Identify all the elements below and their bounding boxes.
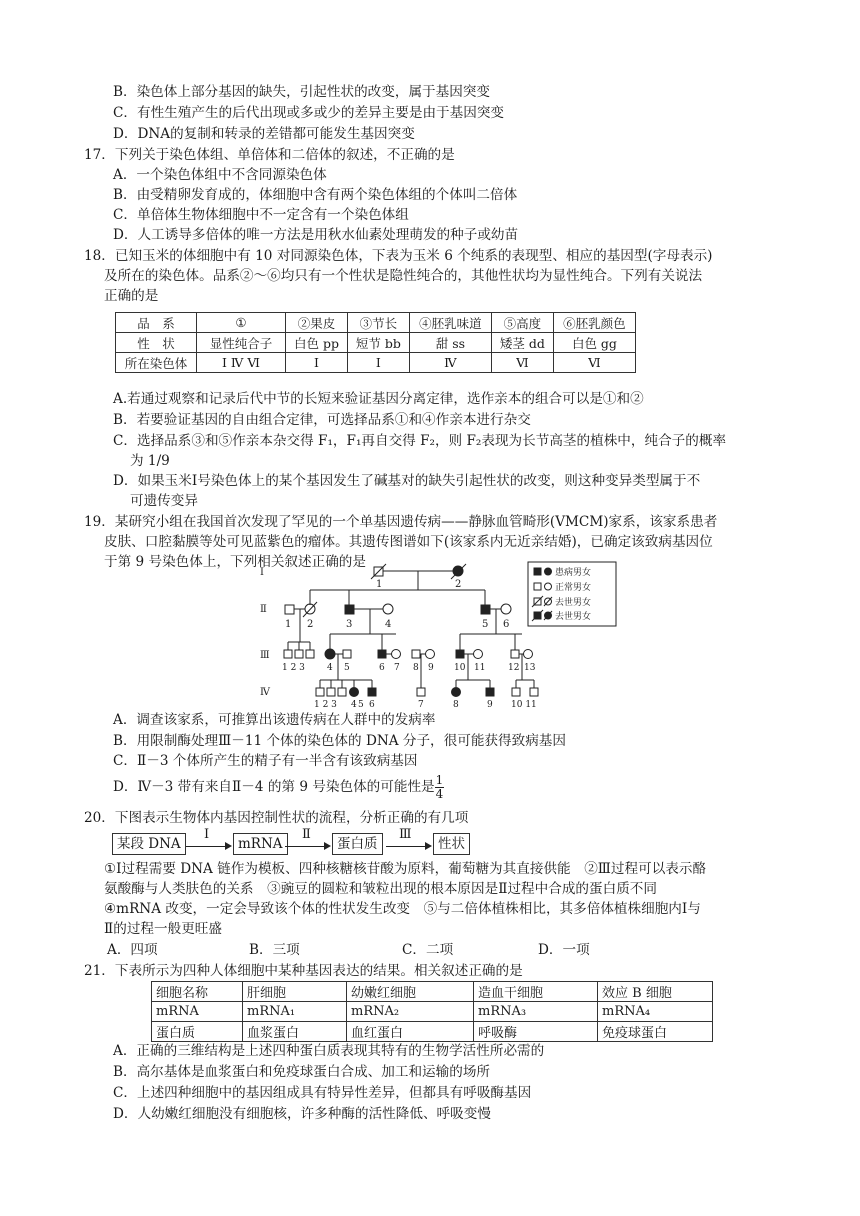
table-cell: 蛋白质 <box>152 1022 243 1042</box>
individual-number: 8 <box>453 700 459 710</box>
individual-number: 13 <box>524 663 536 673</box>
table-row <box>116 353 636 373</box>
affected-female <box>452 688 461 697</box>
table-row <box>116 333 636 353</box>
legend-label: 正常男女 <box>555 583 592 593</box>
arrow-head-icon <box>425 842 432 850</box>
affected-male <box>368 688 376 696</box>
pedigree-chart <box>250 560 620 710</box>
individual-number: 6 <box>379 663 385 673</box>
q16-option-b: B．染色体上部分基因的缺失，引起性状的改变，属于基因突变 <box>113 84 491 100</box>
affected-female <box>325 649 335 659</box>
table-row <box>152 1002 713 1022</box>
q18-strain-table <box>115 312 636 373</box>
individual-number: 5 <box>358 700 364 710</box>
table-cell: 短节 bb <box>347 333 409 353</box>
q17-option-a: A．一个染色体组中不含同源染色体 <box>113 167 327 183</box>
q21-option-c: C．上述四种细胞中的基因组成具有特异性差异，但都具有呼吸酶基因 <box>113 1085 532 1101</box>
table-cell: 血红蛋白 <box>347 1022 474 1042</box>
table-cell: 性 状 <box>116 333 197 353</box>
q19-option-d <box>113 774 444 801</box>
table-cell: 肝细胞 <box>243 982 347 1002</box>
normal-female <box>392 650 401 659</box>
normal-female <box>501 604 511 614</box>
flow-arrow <box>285 846 325 847</box>
individual-number: 10 11 <box>511 700 537 710</box>
table-cell: 矮茎 dd <box>491 333 553 353</box>
table-cell: mRNA₂ <box>347 1002 474 1022</box>
individual-number: 3 <box>346 619 353 630</box>
q18-stem-line3: 正确的是 <box>104 288 159 304</box>
individual-number: 4 <box>327 663 333 673</box>
individual-number: 6 <box>503 619 510 630</box>
table-cell: 效应 B 细胞 <box>598 982 713 1002</box>
q20-statement-line1: ①Ⅰ过程需要 DNA 链作为模板、四种核糖核苷酸为原料，葡萄糖为其直接供能 ②Ⅲ过程可以表示酪 <box>104 861 707 877</box>
normal-male <box>295 650 303 658</box>
individual-number: 2 <box>455 579 462 590</box>
individual-number: 7 <box>418 700 424 710</box>
q21-option-a: A．正确的三维结构是上述四种蛋白质表现其特有的生物学活性所必需的 <box>113 1043 545 1059</box>
q20-option-a: A．四项 <box>107 942 158 958</box>
table-cell: mRNA₁ <box>243 1002 347 1022</box>
q18-stem-line2: 及所在的染色体。品系②～⑥均只有一个性状是隐性纯合的，其他性状均为显性纯合。下列有关说法 <box>104 268 703 284</box>
individual-number: 8 <box>413 663 419 673</box>
flow-box-dna: 某段 DNA <box>112 833 186 855</box>
q20-option-c: C．二项 <box>402 942 454 958</box>
flow-box-protein: 蛋白质 <box>332 833 383 855</box>
individual-number: 5 <box>482 619 489 630</box>
individual-number: 11 <box>474 663 486 673</box>
normal-male <box>412 650 420 658</box>
q18-option-c-line1: C．选择品系③和⑤作亲本杂交得 F₁，F₁再自交得 F₂，则 F₂表现为长节高茎的植株中，纯合子的概率 <box>113 433 727 449</box>
normal-male <box>327 688 335 696</box>
individual-number: 2 <box>307 619 314 630</box>
q18-option-c-line2: 为 1/9 <box>130 453 170 469</box>
q21-option-b: B．高尔基体是血浆蛋白和免疫球蛋白合成、加工和运输的场所 <box>113 1064 491 1080</box>
normal-male <box>284 650 292 658</box>
normal-female <box>524 650 533 659</box>
q17-option-c: C．单倍体生物体细胞中不一定含有一个染色体组 <box>113 207 409 223</box>
q19-option-a: A．调查该家系，可推算出该遗传病在人群中的发病率 <box>113 712 436 728</box>
table-cell: Ⅳ <box>409 353 491 373</box>
legend-affected-male <box>534 568 541 575</box>
normal-male <box>343 650 351 658</box>
q17-option-b: B．由受精卵发育成的，体细胞中含有两个染色体组的个体叫二倍体 <box>113 187 518 203</box>
flow-box-trait: 性状 <box>433 833 470 855</box>
affected-female <box>350 688 359 697</box>
table-cell: Ⅰ <box>286 353 348 373</box>
table-cell: Ⅰ Ⅳ Ⅵ <box>197 353 286 373</box>
flow-step-label: Ⅲ <box>399 827 412 842</box>
table-cell: 造血干细胞 <box>474 982 598 1002</box>
q18-option-a: A.若通过观察和记录后代中节的长短来验证基因分离定律，选作亲本的组合可以是①和② <box>113 391 644 407</box>
table-row <box>116 313 636 333</box>
affected-male <box>456 650 464 658</box>
table-cell: 甜 ss <box>409 333 491 353</box>
table-cell: Ⅵ <box>553 353 635 373</box>
normal-male <box>417 688 425 696</box>
table-cell: Ⅵ <box>491 353 553 373</box>
table-cell: 幼嫩红细胞 <box>347 982 474 1002</box>
table-cell: 所在染色体 <box>116 353 197 373</box>
generation-label: Ⅲ <box>260 650 270 661</box>
q18-option-b: B．若要验证基因的自由组合定律，可选择品系①和④作亲本进行杂交 <box>113 412 531 428</box>
q20-stem: 20．下图表示生物体内基因控制性状的流程，分析正确的有几项 <box>84 810 469 826</box>
q18-option-d-line1: D．如果玉米Ⅰ号染色体上的某个基因发生了碱基对的缺失引起性状的改变，则这种变异类型属于不 <box>113 473 701 489</box>
individual-number: 4 <box>385 619 392 630</box>
table-cell: mRNA₃ <box>474 1002 598 1022</box>
table-cell: Ⅰ <box>347 353 409 373</box>
individual-number: 5 <box>344 663 350 673</box>
table-cell: 细胞名称 <box>152 982 243 1002</box>
normal-male <box>512 688 520 696</box>
normal-male <box>338 688 346 696</box>
individual-number: 6 <box>369 700 375 710</box>
q18-stem-line1: 18．已知玉米的体细胞中有 10 对同源染色体，下表为玉米 6 个纯系的表现型、相应的基因型(字母表示) <box>84 248 713 264</box>
table-cell: 血浆蛋白 <box>243 1022 347 1042</box>
q20-option-d: D．一项 <box>538 942 590 958</box>
flow-step-label: Ⅱ <box>302 827 311 842</box>
affected-male <box>378 650 386 658</box>
q16-option-c: C．有性生殖产生的后代出现或多或少的差异主要是由于基因突变 <box>113 105 505 121</box>
q18-option-d-line2: 可遗传变异 <box>130 493 198 509</box>
generation-label: Ⅰ <box>260 567 264 578</box>
q21-stem: 21．下表所示为四种人体细胞中某种基因表达的结果。相关叙述正确的是 <box>84 963 523 979</box>
q19-option-b: B．用限制酶处理Ⅲ－11 个体的染色体的 DNA 分子，很可能获得致病基因 <box>113 733 566 749</box>
normal-male <box>285 605 294 614</box>
fraction-denominator: 4 <box>435 787 444 801</box>
q20-statement-line2: 氨酸酶与人类肤色的关系 ③豌豆的圆粒和皱粒出现的根本原因是Ⅱ过程中合成的蛋白质不同 <box>104 881 657 897</box>
legend-affected-female <box>545 568 552 575</box>
legend-label: 去世男女 <box>555 598 592 608</box>
q21-option-d: D．人幼嫩红细胞没有细胞核，许多种酶的活性降低、呼吸变慢 <box>113 1106 491 1122</box>
flow-arrow <box>186 846 226 847</box>
normal-female <box>383 604 393 614</box>
arrow-head-icon <box>324 842 331 850</box>
table-cell: 呼吸酶 <box>474 1022 598 1042</box>
q17-stem: 17．下列关于染色体组、单倍体和二倍体的叙述，不正确的是 <box>84 147 455 163</box>
q19-option-d-text: D．Ⅳ－3 带有来自Ⅱ－4 的第 9 号染色体的可能性是 <box>113 779 435 795</box>
affected-male <box>345 605 354 614</box>
table-row <box>152 982 713 1002</box>
q19-stem-line3: 于第 9 号染色体上，下列相关叙述正确的是 <box>104 554 366 570</box>
individual-number: 12 <box>508 663 520 673</box>
table-cell: ⑤高度 <box>491 313 553 333</box>
legend-label: 去世男女 <box>555 612 592 622</box>
q19-option-c: C．Ⅱ－3 个体所产生的精子有一半含有该致病基因 <box>113 753 418 769</box>
q19-stem-line2: 皮肤、口腔黏膜等处可见蓝紫色的瘤体。其遗传图谱如下(该家系内无近亲结婚)，已确定该致病基因位 <box>104 534 713 550</box>
generation-label: Ⅱ <box>260 604 267 615</box>
table-cell: ① <box>197 313 286 333</box>
normal-male <box>511 650 519 658</box>
individual-number: 1 2 3 <box>314 700 337 710</box>
q20-statement-line3: ④mRNA 改变，一定会导致该个体的性状发生改变 ⑤与二倍体植株相比，其多倍体植株细胞内Ⅰ与 <box>104 901 701 917</box>
individual-number: 9 <box>428 663 434 673</box>
table-cell: ③节长 <box>347 313 409 333</box>
table-cell: ⑥胚乳颜色 <box>553 313 635 333</box>
q20-option-b: B．三项 <box>249 942 300 958</box>
q21-gene-expression-table <box>151 981 713 1042</box>
table-cell: ②果皮 <box>286 313 348 333</box>
individual-number: 9 <box>487 700 493 710</box>
fraction-numerator: 1 <box>435 773 444 787</box>
arrow-head-icon <box>225 842 232 850</box>
deceased-affected-female <box>453 566 463 576</box>
fraction <box>435 774 445 801</box>
table-row <box>152 1022 713 1042</box>
table-cell: 免疫球蛋白 <box>598 1022 713 1042</box>
table-cell: 品 系 <box>116 313 197 333</box>
q19-stem-line1: 19．某研究小组在我国首次发现了罕见的一个单基因遗传病——静脉血管畸形(VMCM)家系，该家系患者 <box>84 514 718 530</box>
affected-male <box>481 605 490 614</box>
normal-male <box>316 688 324 696</box>
table-cell: mRNA <box>152 1002 243 1022</box>
q20-statement-line4: Ⅱ的过程一般更旺盛 <box>104 921 222 937</box>
individual-number: 1 2 3 <box>282 663 305 673</box>
individual-number: 4 <box>351 700 357 710</box>
normal-male <box>306 650 314 658</box>
affected-male <box>486 688 494 696</box>
normal-female <box>474 650 483 659</box>
flow-step-label: Ⅰ <box>204 827 210 842</box>
flow-box-mrna: mRNA <box>233 833 288 855</box>
individual-number: 1 <box>285 619 292 630</box>
table-cell: mRNA₄ <box>598 1002 713 1022</box>
legend-normal-female <box>545 583 552 590</box>
normal-male <box>530 688 538 696</box>
individual-number: 1 <box>376 579 383 590</box>
individual-number: 7 <box>394 663 400 673</box>
table-cell: 白色 gg <box>553 333 635 353</box>
legend-label: 患病男女 <box>555 568 592 578</box>
flow-arrow <box>386 846 426 847</box>
normal-female <box>426 650 435 659</box>
q17-option-d: D．人工诱导多倍体的唯一方法是用秋水仙素处理萌发的种子或幼苗 <box>113 227 519 243</box>
table-cell: 白色 pp <box>286 333 348 353</box>
individual-number: 10 <box>454 663 466 673</box>
table-cell: ④胚乳味道 <box>409 313 491 333</box>
table-cell: 显性纯合子 <box>197 333 286 353</box>
q16-option-d: D．DNA的复制和转录的差错都可能发生基因突变 <box>113 126 415 142</box>
generation-label: Ⅳ <box>260 687 270 698</box>
legend-normal-male <box>534 583 541 590</box>
